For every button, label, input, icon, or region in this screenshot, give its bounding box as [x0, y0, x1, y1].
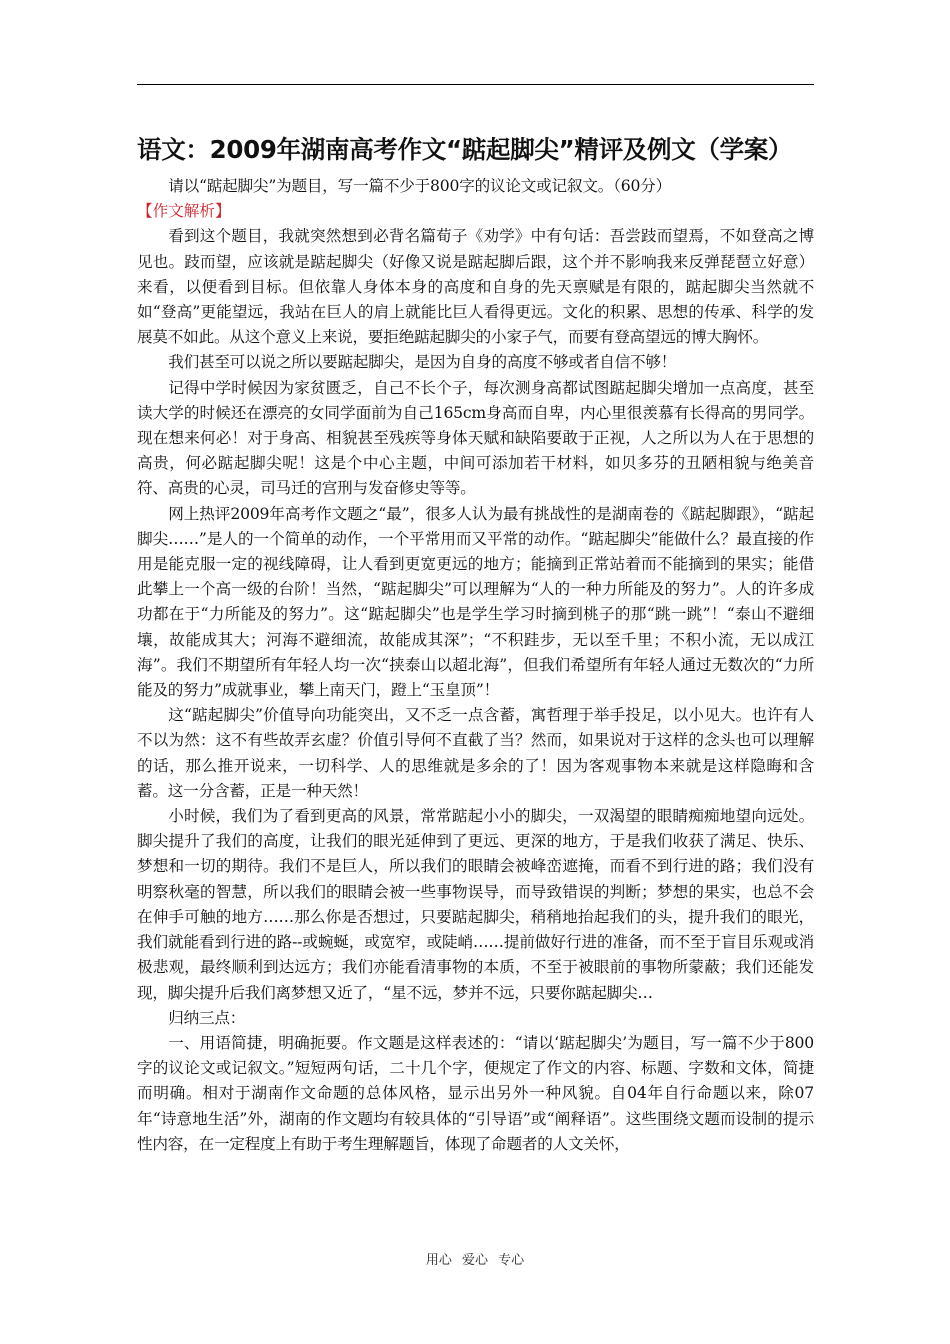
section-label-analysis: 【作文解析】: [137, 202, 231, 221]
paragraph-4: 网上热评2009年高考作文题之“最”，很多人认为最有挑战性的是湖南卷的《踮起脚跟》，“踮起脚尖……”是人的一个简单的动作，一个平常用而又平常的动作。“踮起脚尖”能做什么？最直接的作用是能克服一定的视线障碍，让人看到更宽更远的地方；能摘到正常站着而不能摘到的果实；能借此攀上一个高一级的台阶！当然，“踮起脚尖”可以理解为“人的一种力所能及的努力”。人的许多成功都在于“力所能及的努力”。这“踮起脚尖”也是学生学习时摘到桃子的那“跳一跳”！“泰山不避细壤，故能成其大；河海不避细流，故能成其深”；“不积跬步，无以至千里；不积小流，无以成江海”。我们不期望所有年轻人均一次“挟泰山以超北海”，但我们希望所有年轻人通过无数次的“力所能及的努力”成就事业，攀上南天门，蹬上“玉皇顶”！: [137, 504, 814, 700]
document-body: [137, 128, 814, 1157]
paragraph-7: 归纳三点：: [168, 1008, 246, 1027]
paragraph-2: 我们甚至可以说之所以要踮起脚尖，是因为自身的高度不够或者自信不够！: [168, 353, 677, 372]
paragraph-3: 记得中学时候因为家贫匮乏，自己不长个子，每次测身高都试图踮起脚尖增加一点高度，甚至读大学的时候还在漂亮的女同学面前为自己165cm身高而自卑，内心里很羡慕有长得高的男同学。现在想来何必！对于身高、相貌甚至残疾等身体天赋和缺陷要敢于正视，人之所以为人在于思想的高贵，何必踮起脚尖呢！这是个中心主题，中间可添加若干材料，如贝多芬的丑陋相貌与绝美音符、高贵的心灵，司马迁的宫刑与发奋修史等等。: [137, 378, 814, 498]
paragraph-1: 看到这个题目，我就突然想到必背名篇荀子《劝学》中有句话：吾尝跂而望焉，不如登高之博见也。跂而望，应该就是踮起脚尖（好像又说是踮起脚后跟，这个并不影响我来反弹琵琶立好意）来看，以便看到目标。但依靠人身体本身的高度和自身的先天禀赋是有限的，踮起脚尖当然就不如“登高”更能望远，我站在巨人的肩上就能比巨人看得更远。文化的积累、思想的传承、科学的发展莫不如此。从这个意义上来说，要拒绝踮起脚尖的小家子气，而要有登高望远的博大胸怀。: [137, 227, 814, 347]
paragraph-5: 这“踮起脚尖”价值导向功能突出，又不乏一点含蓄，寓哲理于举手投足，以小见大。也许有人不以为然：这不有些故弄玄虚？价值引导何不直截了当？然而，如果说对于这样的念头也可以理解的话，那么推开说来，一切科学、人的思维就是多余的了！因为客观事物本来就是这样隐晦和含蓄。这一分含蓄，正是一种天然！: [137, 706, 814, 800]
paragraph-6: 小时候，我们为了看到更高的风景，常常踮起小小的脚尖，一双渴望的眼睛痴痴地望向远处。脚尖提升了我们的高度，让我们的眼光延伸到了更远、更深的地方，于是我们收获了满足、快乐、梦想和一切的期待。我们不是巨人，所以我们的眼睛会被峰峦遮掩，而看不到行进的路；我们没有明察秋毫的智慧，所以我们的眼睛会被一些事物误导，而导致错误的判断；梦想的果实，也总不会在伸手可触的地方……那么你是否想过，只要踮起脚尖，稍稍地抬起我们的头，提升我们的眼光，我们就能看到行进的路--或蜿蜒，或宽窄，或陡峭……提前做好行进的准备，而不至于盲目乐观或消极悲观，最终顺利到达远方；我们亦能看清事物的本质，不至于被眼前的事物所蒙蔽；我们还能发现，脚尖提升后我们离梦想又近了，“星不远，梦并不远，只要你踮起脚尖…: [137, 807, 814, 1002]
document-title: 语文：2009年湖南高考作文“踮起脚尖”精评及例文（学案）: [137, 135, 793, 164]
header-rule: [137, 84, 814, 85]
essay-prompt: 请以“踮起脚尖”为题目，写一篇不少于800字的议论文或记叙文。（60分）: [168, 177, 671, 195]
page-footer: 用心 爱心 专心: [425, 1253, 525, 1268]
paragraph-8: 一、用语简捷，明确扼要。作文题是这样表述的：“请以‘踮起脚尖’为题目，写一篇不少于800字的议论文或记叙文。”短短两句话，二十几个字，便规定了作文的内容、标题、字数和文体，简捷而明确。相对于湖南作文命题的总体风格，显示出另外一种风貌。自04年自行命题以来，除07年“诗意地生活”外，湖南的作文题均有较具体的“引导语”或“阐释语”。这些围绕文题而设制的提示性内容，在一定程度上有助于考生理解题旨，体现了命题者的人文关怀，: [137, 1033, 814, 1153]
